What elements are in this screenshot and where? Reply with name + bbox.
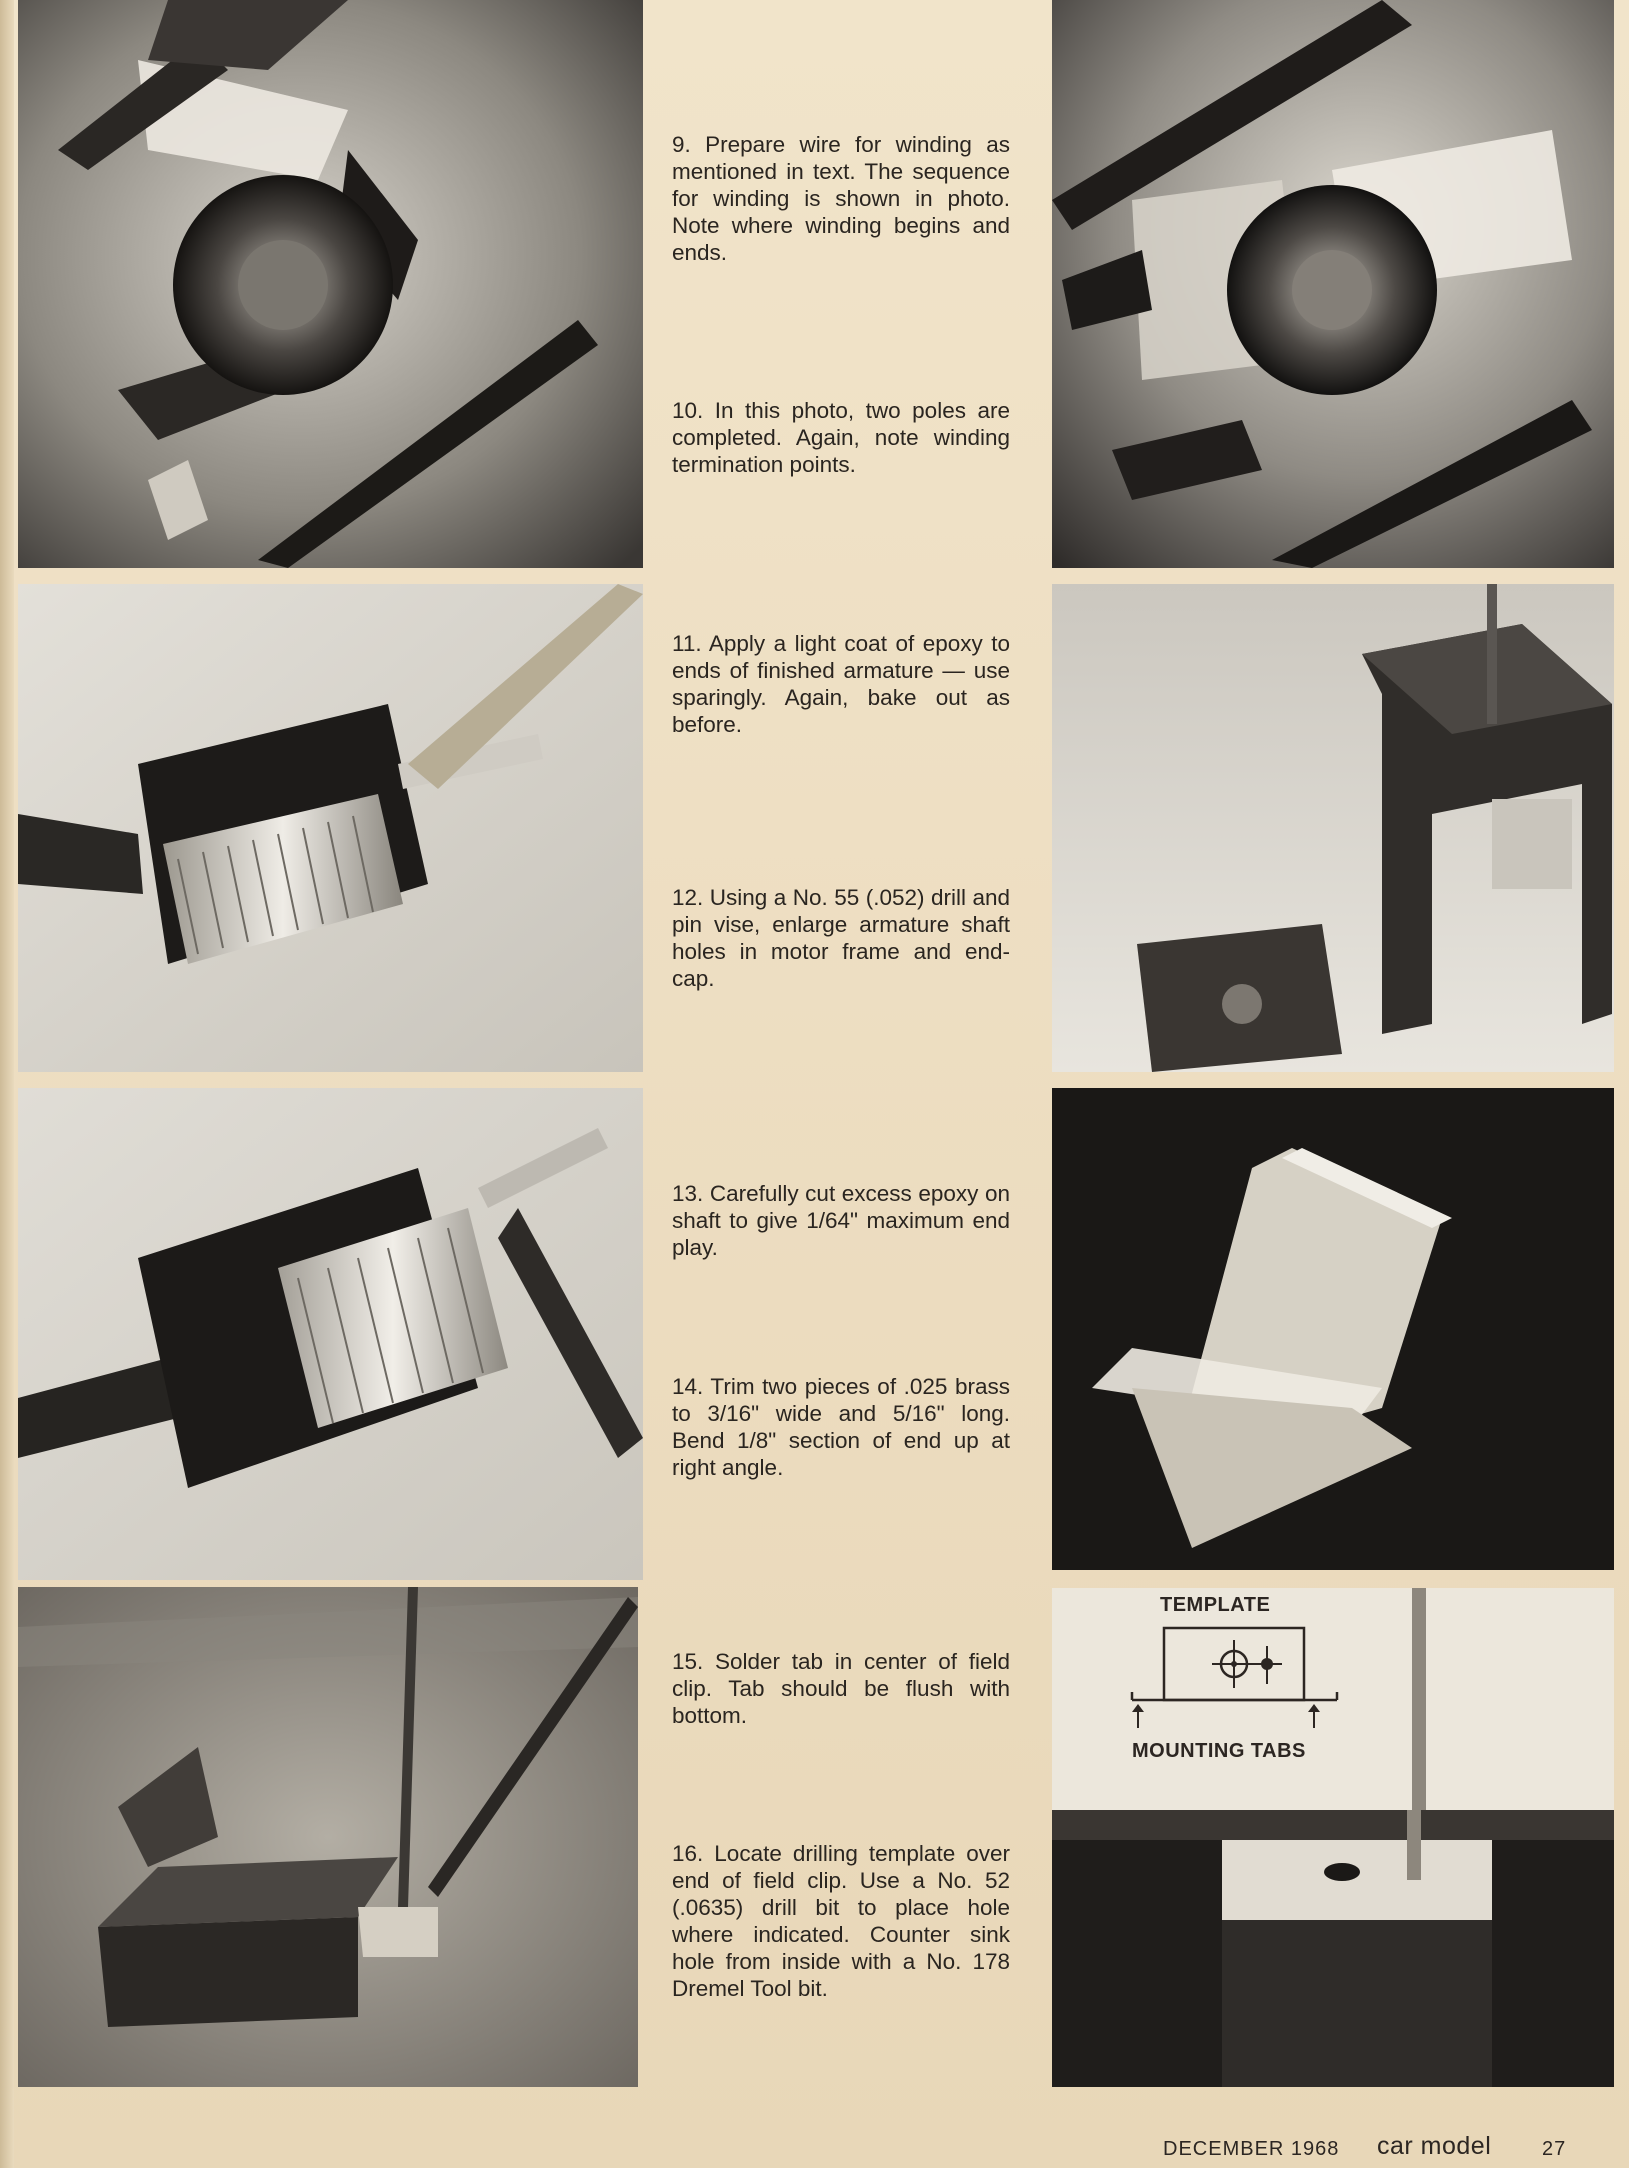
photo-solder-tab-field-clip — [18, 1587, 638, 2087]
caption-step-14: 14. Trim two pieces of .025 brass to 3/16" wide and 5/16" long. Bend 1/8" section of end up at right angle. — [672, 1374, 1010, 1480]
template-diagram-panel — [1052, 1588, 1614, 1810]
photo-armature-epoxy — [18, 584, 643, 1072]
caption-step-15: 15. Solder tab in center of field clip. Tab should be flush with bottom. — [672, 1649, 1010, 1728]
footer-page-number: 27 — [1542, 2138, 1567, 2160]
caption-step-12: 12. Using a No. 55 (.052) drill and pin vise, enlarge armature shaft holes in motor frame and end-cap. — [672, 885, 1010, 991]
photo-drill-field-clip — [1052, 1810, 1614, 2087]
caption-step-9: 9. Prepare wire for winding as mentioned in text. The sequence for winding is shown in photo. Note where winding begins and ends. — [672, 132, 1010, 265]
footer-date: DECEMBER 1968 — [1163, 2138, 1340, 2160]
caption-step-16: 16. Locate drilling template over end of field clip. Use a No. 52 (.0635) drill bit to place hole where indicated. Counter sink hole from inside with a No. 178 Dremel Tool bit. — [672, 1841, 1010, 2001]
caption-step-13: 13. Carefully cut excess epoxy on shaft to give 1/64" maximum end play. — [672, 1181, 1010, 1260]
photo-two-poles-completed — [1052, 0, 1614, 568]
photo-armature-winding-start — [18, 0, 643, 568]
footer-magazine-name: car model — [1377, 2132, 1492, 2160]
mounting-tabs-label: MOUNTING TABS — [1132, 1740, 1306, 1762]
photo-cutting-excess-epoxy — [18, 1088, 643, 1580]
page-spine — [0, 0, 14, 2168]
caption-step-11: 11. Apply a light coat of epoxy to ends of finished armature — use sparingly. Again, bake out as before. — [672, 631, 1010, 737]
photo-motor-frame-drilling — [1052, 584, 1614, 1072]
photo-brass-bent-tab — [1052, 1088, 1614, 1570]
template-label: TEMPLATE — [1160, 1594, 1271, 1616]
caption-step-10: 10. In this photo, two poles are completed. Again, note winding termination points. — [672, 398, 1010, 477]
